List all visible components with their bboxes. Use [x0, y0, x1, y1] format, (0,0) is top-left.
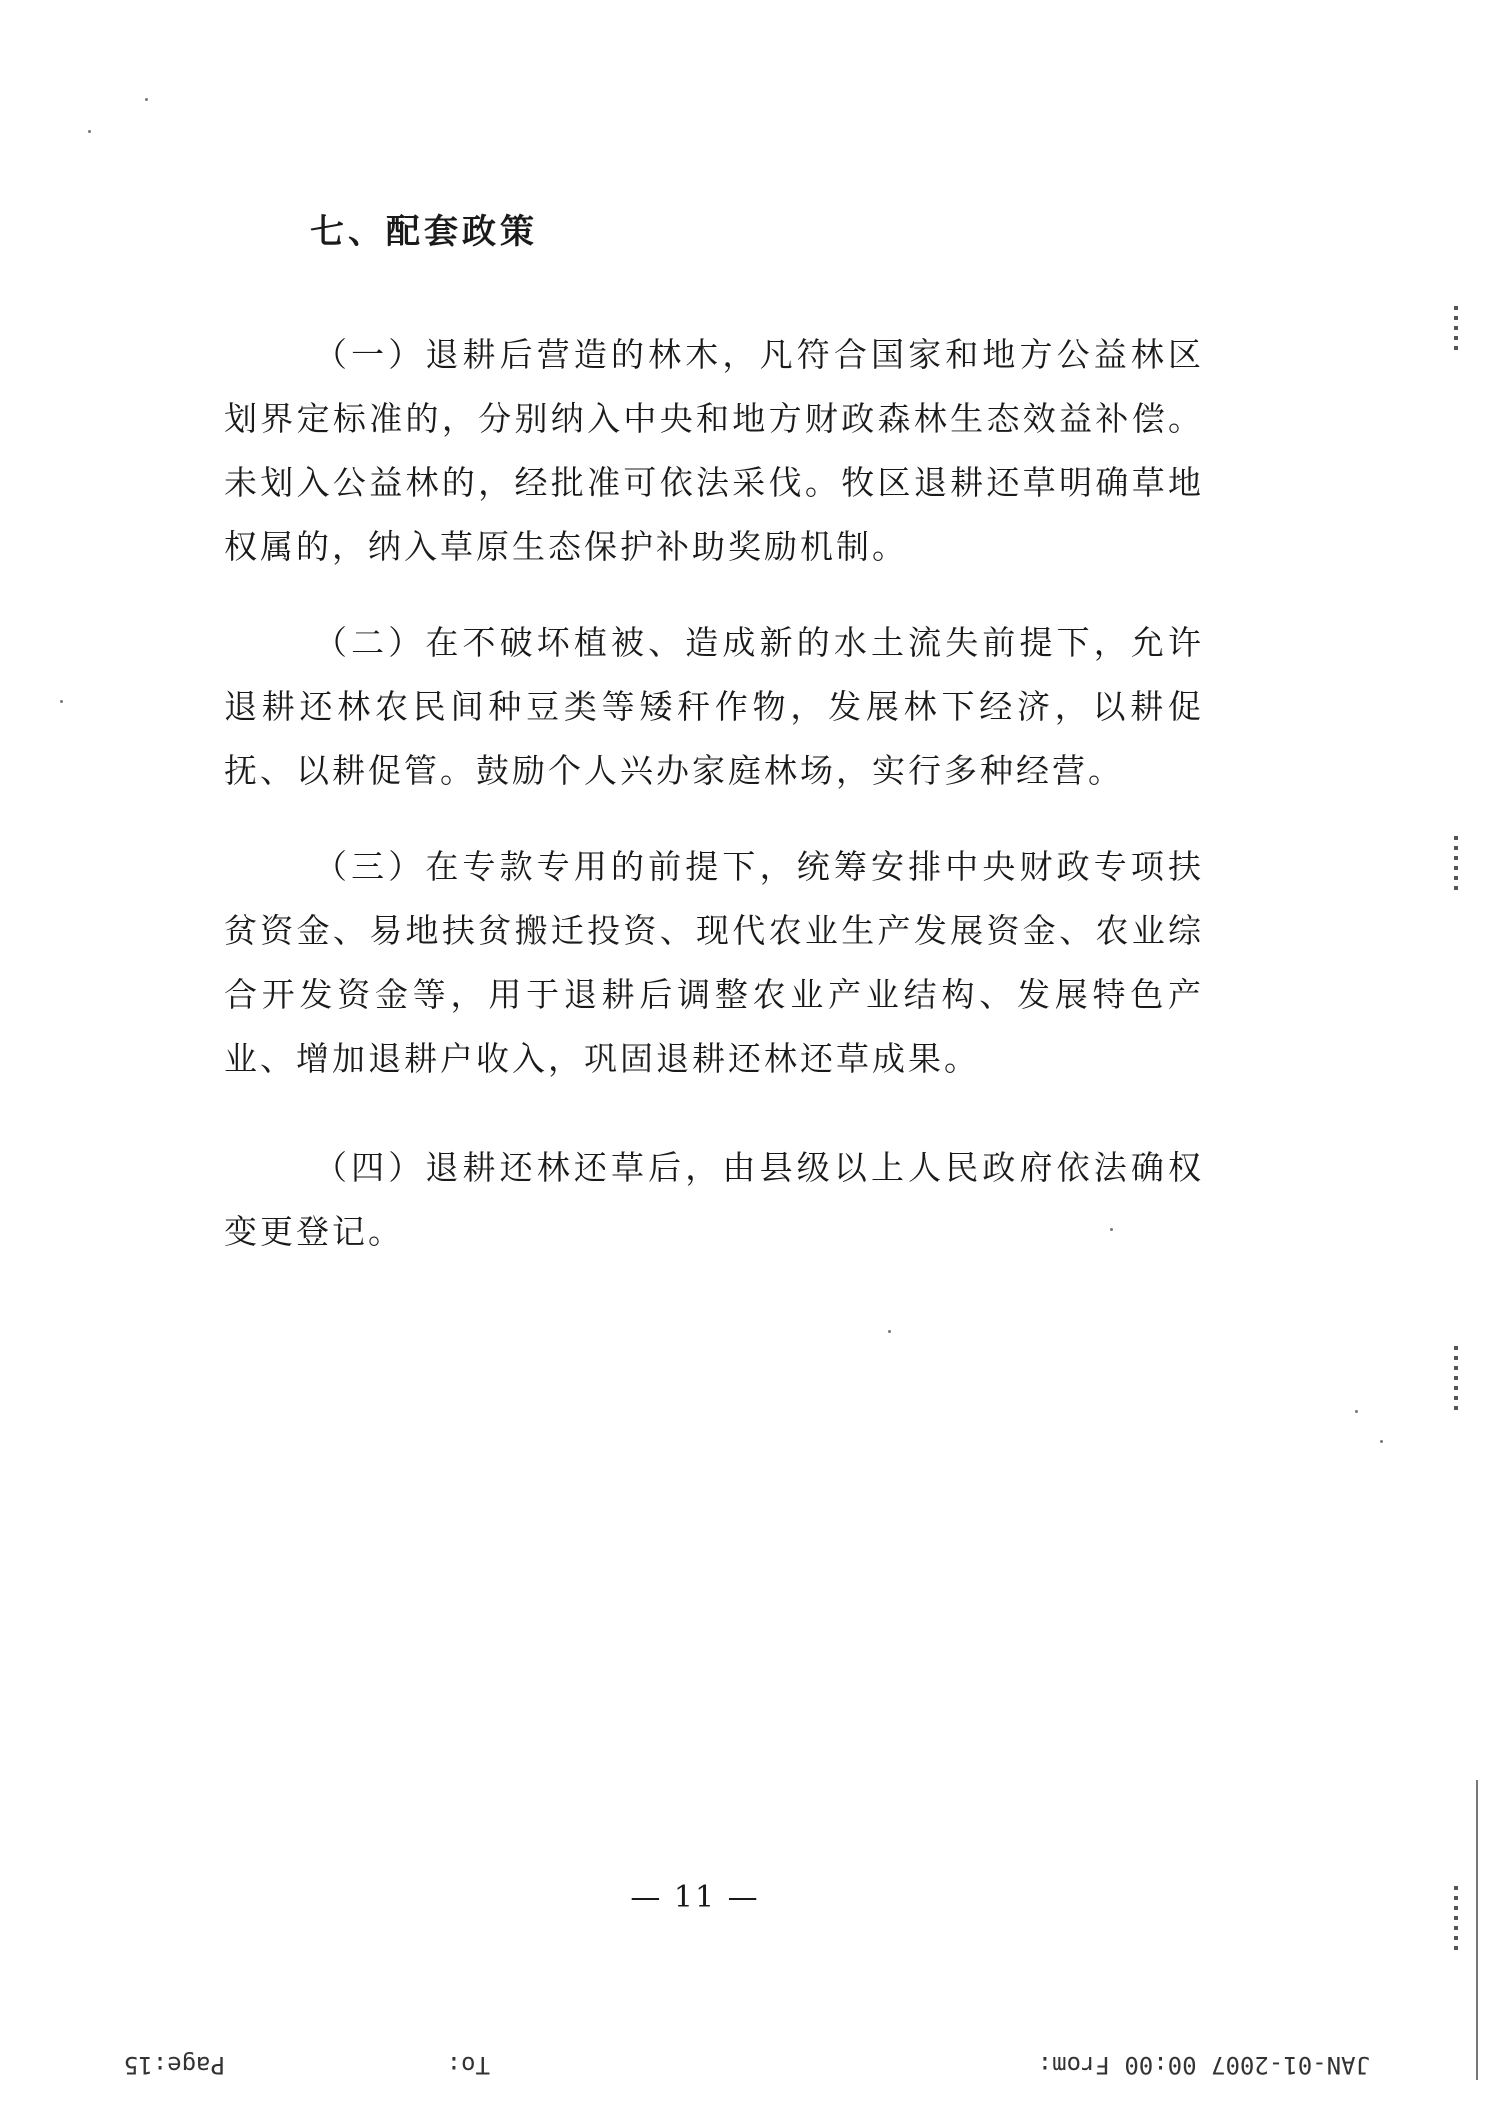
- scan-speck: [1380, 1440, 1383, 1443]
- scan-speck: [145, 98, 148, 101]
- scan-speck: [1110, 1228, 1113, 1231]
- scan-speck: [888, 1330, 891, 1333]
- scan-edge-marks: [1444, 300, 1470, 356]
- fax-header-strip: [0, 2045, 1490, 2085]
- scan-edge-marks: [1444, 830, 1470, 896]
- fax-page-count: Page:15: [123, 2051, 225, 2079]
- scan-speck: [88, 130, 91, 133]
- paragraph-1: （一）退耕后营造的林木，凡符合国家和地方公益林区划界定标准的，分别纳入中央和地方财政森林生态效益补偿。未划入公益林的，经批准可依法采伐。牧区退耕还草明确草地权属的，纳入草原生态保护补助奖励机制。: [224, 335, 1204, 566]
- section-heading: 七、配套政策: [310, 212, 538, 252]
- paragraph-4: （四）退耕还林还草后，由县级以上人民政府依法确权变更登记。: [224, 1148, 1204, 1251]
- paragraph-2: （二）在不破坏植被、造成新的水土流失前提下，允许退耕还林农民间种豆类等矮秆作物，发展林下经济，以耕促抚、以耕促管。鼓励个人兴办家庭林场，实行多种经营。: [224, 623, 1204, 790]
- fax-date-from: JAN-01-2007 00:00 From:: [1037, 2051, 1370, 2079]
- fax-to: To:: [446, 2051, 490, 2079]
- scan-speck: [60, 700, 63, 703]
- scan-edge-marks: [1444, 1880, 1470, 1956]
- paragraph-3: （三）在专款专用的前提下，统筹安排中央财政专项扶贫资金、易地扶贫搬迁投资、现代农业生产发展资金、农业综合开发资金等，用于退耕后调整农业产业结构、发展特色产业、增加退耕户收入，巩固退耕还林还草成果。: [224, 847, 1204, 1078]
- page-number: — 11 —: [630, 1880, 760, 1915]
- scan-edge-line: [1476, 1780, 1478, 2080]
- scan-edge-marks: [1444, 1340, 1470, 1416]
- scan-speck: [1355, 1410, 1358, 1413]
